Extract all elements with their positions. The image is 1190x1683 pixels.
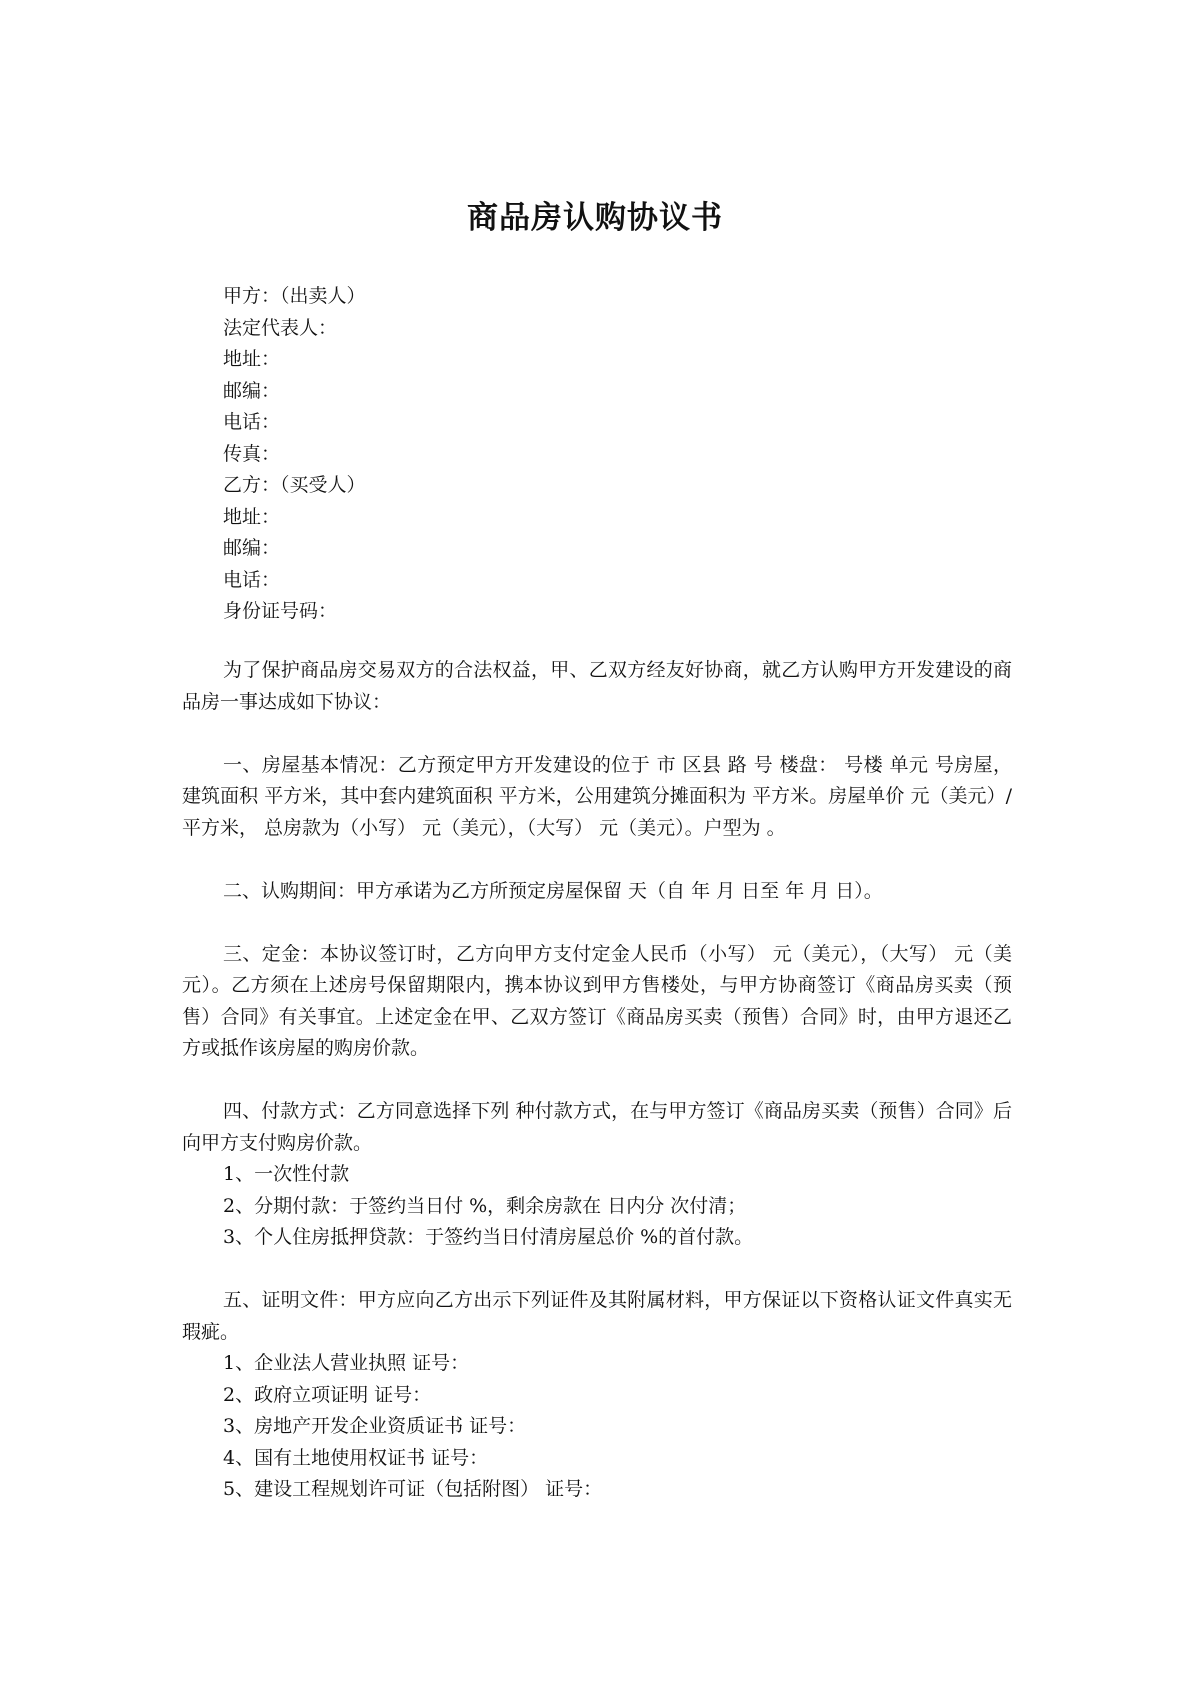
document-item: 1、企业法人营业执照 证号： [223,1352,470,1374]
party-info [223,281,1023,628]
clause-3-deposit: 三、定金：本协议签订时，乙方向甲方支付定金人民币（小写） 元（美元），（大写） 元（美元）。乙方须在上述房号保留期限内，携本协议到甲方售楼处，与甲方协商签订《商品房买卖（预售）合同》有关事宜。上述定金在甲、乙双方签订《商品房买卖（预售）合同》时，由甲方退还乙方或抵作该房屋的购房价款。 [182,942,1012,1059]
legal-representative: 法定代表人： [223,316,338,339]
party-a-address: 地址： [223,348,281,370]
party-a-fax: 传真： [223,442,281,465]
intro-paragraph: 为了保护商品房交易双方的合法权益，甲、乙双方经友好协商，就乙方认购甲方开发建设的商品房一事达成如下协议： [182,659,1012,713]
clause-1-house-info: 一、房屋基本情况：乙方预定甲方开发建设的位于 市 区县 路 号 楼盘： 号楼 单元 号房屋，建筑面积 平方米，其中套内建筑面积 平方米，公用建筑分摊面积为 平方米。房屋单价 元（美元）/平方米， 总房款为（小写） 元（美元），（大写） 元（美元）。户型为 。 [182,753,1012,839]
party-b-id-number: 身份证号码： [223,600,338,622]
document-item: 3、房地产开发企业资质证书 证号： [223,1415,527,1437]
party-a-phone: 电话： [223,411,281,433]
agreement-body [182,655,1012,1506]
document-item: 5、建设工程规划许可证（包括附图） 证号： [223,1478,603,1500]
payment-option: 1、一次性付款 [223,1163,350,1185]
document-item: 4、国有土地使用权证书 证号： [223,1446,489,1469]
party-b-phone: 电话： [223,568,281,591]
clause-5-documents: 五、证明文件：甲方应向乙方出示下列证件及其附属材料，甲方保证以下资格认证文件真实无瑕疵。 [182,1289,1012,1343]
document-title: 商品房认购协议书 [467,200,723,236]
clause-4-payment: 四、付款方式：乙方同意选择下列 种付款方式，在与甲方签订《商品房买卖（预售）合同》后向甲方支付购房价款。 [182,1100,1012,1154]
party-a-postcode: 邮编： [223,379,281,402]
section-spacer [182,1254,1012,1286]
payment-option: 2、分期付款：于签约当日付 %，剩余房款在 日内分 次付清； [223,1194,747,1217]
document-item: 2、政府立项证明 证号： [223,1383,432,1406]
party-b-address: 地址： [223,505,281,528]
party-b-label: 乙方：（买受人） [223,474,366,496]
payment-option: 3、个人住房抵押贷款：于签约当日付清房屋总价 %的首付款。 [223,1226,754,1248]
clause-2-reservation-period: 二、认购期间：甲方承诺为乙方所预定房屋保留 天（自 年 月 日至 年 月 日）。 [223,879,883,902]
party-a-label: 甲方：（出卖人） [223,285,366,307]
party-b-postcode: 邮编： [223,537,281,559]
